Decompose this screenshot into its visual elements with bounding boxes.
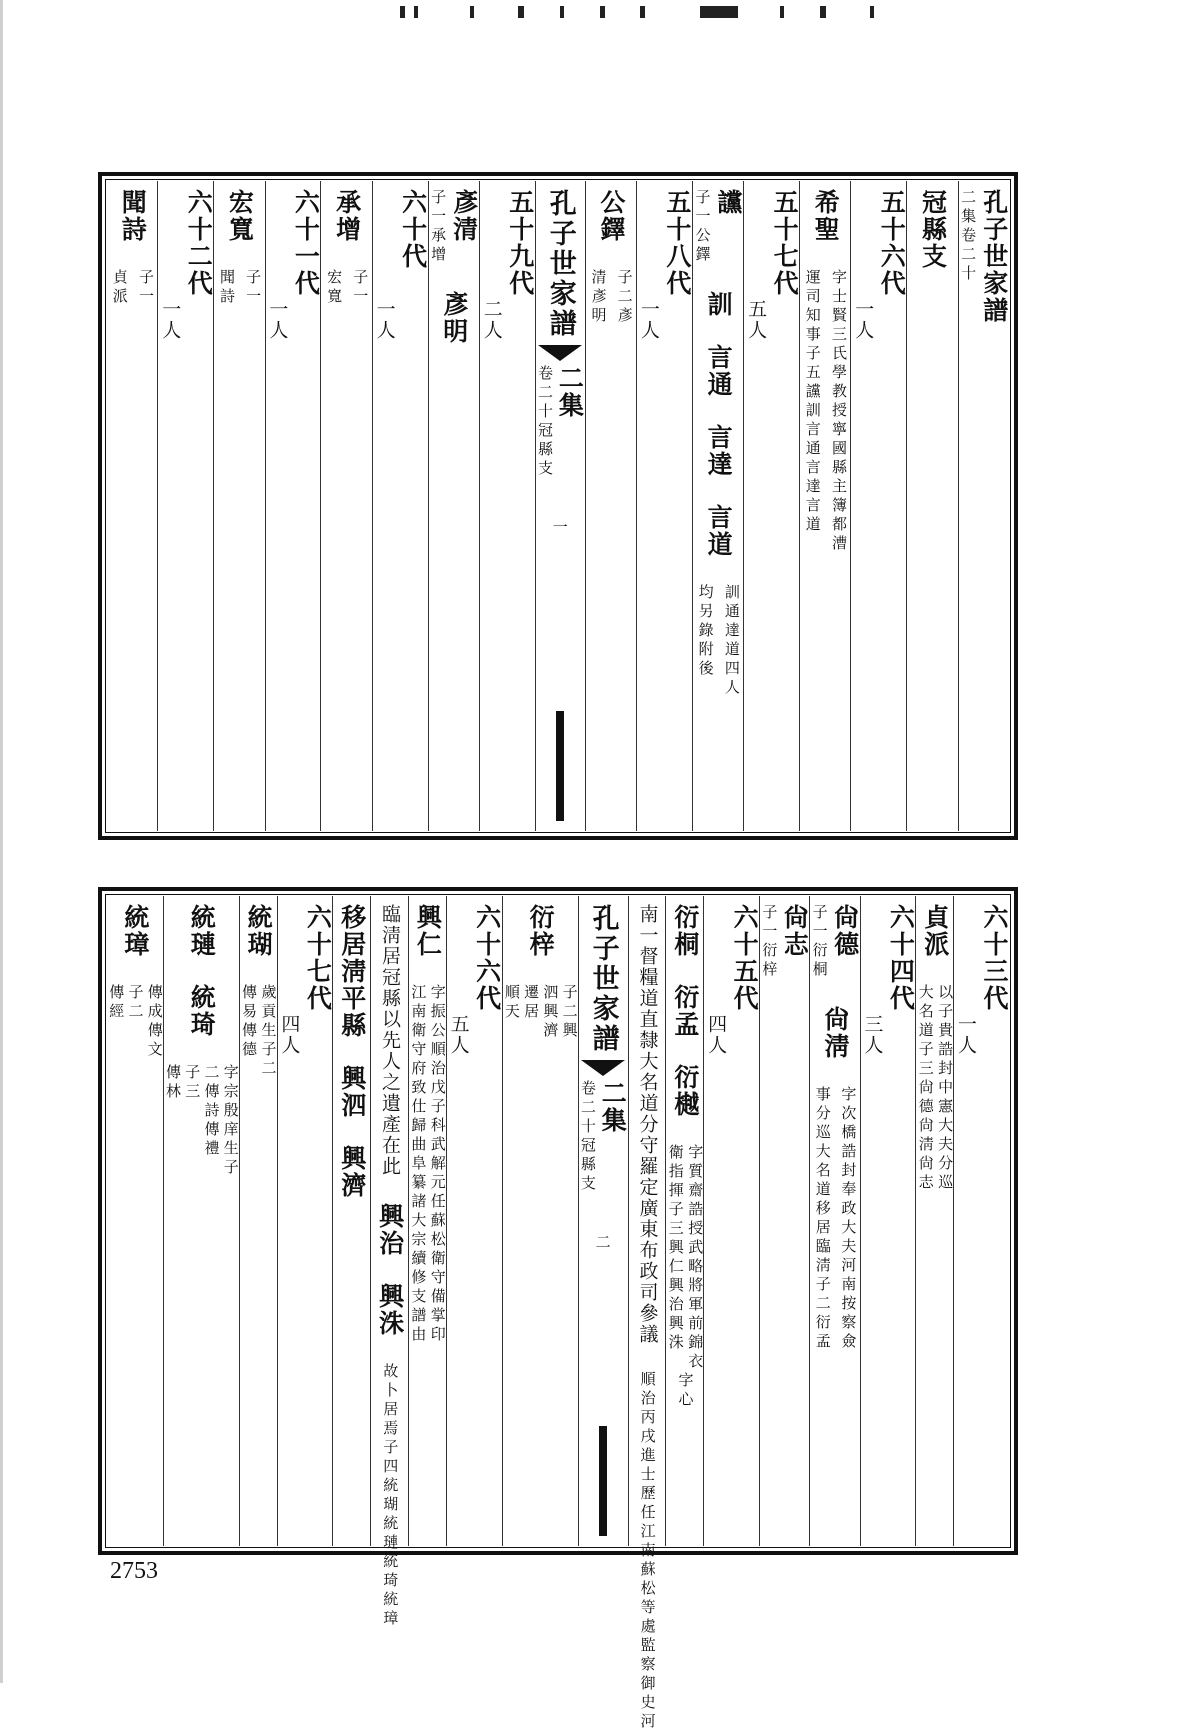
entry — [744, 189, 799, 341]
entry-count: 四人 — [278, 1014, 301, 1056]
note-line: 聞詩 — [217, 269, 236, 307]
genealogy-column — [636, 181, 692, 831]
entry — [214, 189, 264, 243]
entry — [107, 904, 163, 958]
genealogy-column — [107, 896, 163, 1546]
entry — [851, 189, 906, 341]
entry-name: 讜 — [714, 189, 743, 216]
entry-name: 六十五代 — [730, 904, 760, 1012]
genealogy-column — [860, 896, 916, 1546]
entry-notes — [240, 984, 277, 1079]
entry-name: 統瑚 — [244, 904, 274, 958]
entry — [266, 189, 321, 341]
entry-name: 尙德 — [830, 904, 860, 958]
note-line: 子二彥 — [615, 269, 634, 326]
genealogy-column — [277, 896, 333, 1546]
tail-note: 字心 — [676, 1372, 695, 1410]
leaf-number: 一 — [550, 519, 569, 536]
book-title: 孔子世家譜 — [544, 189, 576, 339]
genealogy-column — [628, 896, 666, 1732]
child-name: 彥明 — [439, 291, 469, 345]
branch-label: 冠縣支 — [535, 422, 554, 479]
entry-name: 臨淸居冠縣以先人之遺產在此 — [378, 904, 401, 1177]
entry-name: 尙志 — [780, 904, 810, 958]
entry-notes — [371, 1363, 408, 1629]
entry-sub: 子一承增 — [429, 189, 448, 265]
entry — [503, 904, 578, 958]
spine-meta — [579, 1080, 628, 1194]
entry-notes — [107, 269, 157, 307]
note-line: 貞派 — [110, 269, 129, 307]
entry-name: 五十九代 — [505, 189, 535, 297]
child-name: 衍孟 — [670, 984, 700, 1038]
note-line: 訓通達道四人 — [722, 584, 741, 698]
entry-count: 五人 — [745, 299, 768, 341]
genealogy-column — [213, 181, 264, 831]
genealogy-column — [915, 896, 953, 1546]
entry-count: 二人 — [480, 299, 503, 341]
child-name: 尙淸 — [820, 1006, 850, 1060]
note-line: 字振公順治戊子科武解元任蘇松衛守備掌印 — [428, 984, 447, 1345]
genealogy-column — [703, 896, 759, 1546]
entry — [278, 904, 333, 1056]
child-name: 訓 — [704, 291, 734, 318]
entry — [107, 189, 157, 243]
note-line: 傳成傳文 — [145, 984, 164, 1060]
entry-name: 彥清 — [449, 189, 479, 243]
note-line: 宏寬 — [325, 269, 344, 307]
entry-name: 承增 — [332, 189, 362, 243]
genealogy-column — [320, 181, 371, 831]
genealogy-column — [692, 181, 743, 831]
volume-branch — [579, 1080, 596, 1194]
entry-name: 六十一代 — [291, 189, 321, 297]
genealogy-column — [372, 181, 428, 831]
child-name: 統琦 — [187, 984, 217, 1038]
entry-count: 一人 — [637, 299, 660, 341]
note-line: 事分巡大名道移居臨淸子二衍孟 — [813, 1086, 832, 1352]
entry — [907, 189, 957, 270]
entry — [810, 904, 859, 980]
note-line: 清彥明 — [589, 269, 608, 326]
entry-name: 冠縣支 — [918, 189, 948, 270]
entry-name: 聞詩 — [118, 189, 148, 243]
header-marks — [400, 6, 920, 20]
genealogy-column — [408, 896, 446, 1546]
genealogy-column — [163, 896, 239, 1546]
entry — [321, 189, 371, 243]
note-line: 運司知事子五讜訓言通言達言道 — [803, 269, 822, 535]
entry-notes — [164, 1064, 239, 1178]
genealogy-column — [906, 181, 957, 831]
note-line: 字宗殷庠生子 — [221, 1064, 240, 1178]
entry-notes — [586, 269, 636, 326]
entry — [954, 904, 1009, 1056]
volume-label: 卷二十 — [535, 365, 554, 422]
entry — [637, 189, 692, 341]
entry — [240, 904, 277, 958]
entry-name: 衍桐 — [670, 904, 700, 958]
entry — [164, 904, 239, 958]
genealogy-column — [265, 181, 321, 831]
entry-notes — [409, 984, 446, 1345]
note-line: 二傳詩傳禮 — [202, 1064, 221, 1159]
note-line: 順天 — [502, 984, 521, 1022]
entry-notes — [916, 984, 953, 1193]
entry-name: 公鐸 — [596, 189, 626, 243]
genealogy-column — [107, 181, 157, 831]
note-line: 均另錄附後 — [696, 584, 715, 679]
entry — [959, 189, 1009, 324]
entry — [429, 189, 479, 265]
entry — [480, 189, 535, 341]
note-line: 順治丙戌進士歷任江南蘇松等處監察御史河 — [638, 1371, 657, 1732]
collection-label: 二集 — [598, 1080, 628, 1134]
genealogy-column — [850, 181, 906, 831]
genealogy-column — [743, 181, 799, 831]
genealogy-column — [479, 181, 535, 831]
spine-bar — [556, 711, 564, 821]
note-line: 子二 — [126, 984, 145, 1022]
entry — [586, 189, 636, 243]
genealogy-column — [239, 896, 277, 1546]
entry — [760, 904, 809, 980]
entry-notes — [693, 584, 743, 698]
entry — [916, 904, 953, 958]
note-line: 子三 — [183, 1064, 202, 1102]
note-line: 傳經 — [107, 984, 126, 1022]
entry-sub: 二集卷二十 — [959, 189, 978, 284]
entry-notes — [800, 269, 850, 554]
genealogy-column — [332, 896, 370, 1546]
entry-notes — [629, 1371, 666, 1732]
entry-name: 移居淸平縣 — [337, 904, 367, 1039]
entry-name: 孔子世家譜 — [979, 189, 1009, 324]
entry-name: 統璉 — [187, 904, 217, 958]
entry-notes — [503, 984, 578, 1041]
entry-count: 一人 — [852, 299, 875, 341]
entry-name: 六十代 — [398, 189, 428, 270]
entry — [371, 904, 408, 1177]
note-line: 傳易傳德 — [240, 984, 259, 1060]
book-title: 孔子世家譜 — [587, 904, 619, 1054]
entry — [800, 189, 850, 243]
fishtail-mark — [538, 345, 582, 361]
entry-name: 五十八代 — [662, 189, 692, 297]
entry-notes — [214, 269, 264, 307]
entry-name: 南一督糧道直隸大名道分守羅定廣東布政司參議 — [636, 904, 659, 1345]
child-name: 言通 — [704, 344, 734, 398]
entry-name: 六十六代 — [472, 904, 502, 1012]
note-line: 子一 — [351, 269, 370, 307]
genealogy-column — [370, 896, 408, 1629]
entry-sub: 子一衍桐 — [810, 904, 829, 980]
entry — [666, 904, 703, 958]
entry-name: 衍梓 — [526, 904, 556, 958]
genealogy-column — [428, 181, 479, 831]
page-number: 2753 — [110, 1558, 158, 1584]
note-line: 衛指揮子三興仁興治興洙 — [666, 1144, 685, 1353]
note-line: 子二興 — [560, 984, 579, 1041]
spine-bar — [599, 1426, 607, 1536]
genealogy-column — [953, 896, 1009, 1546]
note-line: 傳林 — [163, 1064, 182, 1102]
branch-label: 冠縣支 — [578, 1137, 597, 1194]
child-name: 興濟 — [337, 1145, 367, 1199]
spine-meta — [536, 365, 585, 479]
genealogy-column — [502, 896, 578, 1546]
collection-label: 二集 — [555, 365, 585, 419]
entry-notes — [810, 1086, 859, 1352]
entry-name: 六十二代 — [184, 189, 214, 297]
entry-sub: 子一衍梓 — [760, 904, 779, 980]
note-line: 字士賢三氏學教授寧國縣主簿都漕 — [829, 269, 848, 554]
fishtail-mark — [581, 1060, 625, 1076]
entry — [409, 904, 446, 958]
child-name: 言達 — [704, 424, 734, 478]
note-line: 故卜居焉子四統瑚統璉統琦統璋 — [381, 1363, 400, 1629]
entry-name: 希聖 — [811, 189, 841, 243]
child-name: 言道 — [704, 504, 734, 558]
genealogy-column — [446, 896, 502, 1546]
genealogy-column — [157, 181, 213, 831]
note-line: 字質齋誥授武略將軍前錦衣 — [686, 1144, 705, 1372]
entry-name: 五十六代 — [877, 189, 907, 297]
genealogy-column — [759, 896, 809, 1546]
entry — [693, 189, 743, 265]
entry-name: 五十七代 — [770, 189, 800, 297]
note-line: 歲貢生子二 — [259, 984, 278, 1079]
entry-name: 六十三代 — [980, 904, 1009, 1012]
child-name: 興洙 — [375, 1283, 405, 1337]
note-line: 子一 — [244, 269, 263, 307]
child-name: 衍樾 — [670, 1064, 700, 1118]
entry-name: 宏寬 — [225, 189, 255, 243]
entry-count: 一人 — [266, 299, 289, 341]
entry — [447, 904, 502, 1056]
note-line: 江南衛守府致仕歸曲阜纂諸大宗續修支譜由 — [409, 984, 428, 1345]
note-line: 遷居 — [522, 984, 541, 1022]
entry-count: 一人 — [373, 299, 396, 341]
entry-count: 五人 — [447, 1014, 470, 1056]
note-line: 大名道子三尙德尙淸尙志 — [916, 984, 935, 1193]
genealogy-column — [799, 181, 850, 831]
note-line: 子一 — [136, 269, 155, 307]
entry-count: 四人 — [705, 1014, 728, 1056]
genealogy-column — [665, 896, 703, 1546]
entry — [861, 904, 916, 1056]
entry-notes — [321, 269, 371, 307]
entry — [333, 904, 370, 1039]
volume-branch — [536, 365, 553, 479]
child-name: 興泗 — [337, 1065, 367, 1119]
top-panel — [98, 172, 1018, 840]
genealogy-column — [809, 896, 859, 1546]
entry-sub: 子一公鐸 — [693, 189, 712, 265]
note-line: 泗興濟 — [541, 984, 560, 1041]
note-line: 字次橋誥封奉政大夫河南按察僉 — [839, 1086, 858, 1352]
entry — [373, 189, 428, 341]
entry-name: 統璋 — [120, 904, 150, 958]
note-line: 以子貴誥封中憲大夫分巡 — [936, 984, 955, 1193]
entry-notes — [666, 1144, 703, 1372]
child-name: 興治 — [375, 1203, 405, 1257]
center-spine — [578, 896, 628, 1546]
entry-count: 一人 — [159, 299, 182, 341]
leaf-number: 二 — [593, 1234, 612, 1251]
center-spine — [535, 181, 585, 831]
entry-notes — [107, 984, 163, 1060]
entry-name: 貞派 — [920, 904, 950, 958]
genealogy-column — [585, 181, 636, 831]
volume-label: 卷二十 — [578, 1080, 597, 1137]
entry — [629, 904, 666, 1345]
entry-name: 興仁 — [413, 904, 443, 958]
entry — [158, 189, 213, 341]
genealogy-column — [958, 181, 1009, 831]
entry-name: 六十四代 — [886, 904, 916, 1012]
scan-edge — [0, 0, 3, 1683]
entry-count: 三人 — [861, 1014, 884, 1056]
entry — [704, 904, 759, 1056]
entry-name: 六十七代 — [303, 904, 333, 1012]
entry-count: 一人 — [955, 1014, 977, 1056]
